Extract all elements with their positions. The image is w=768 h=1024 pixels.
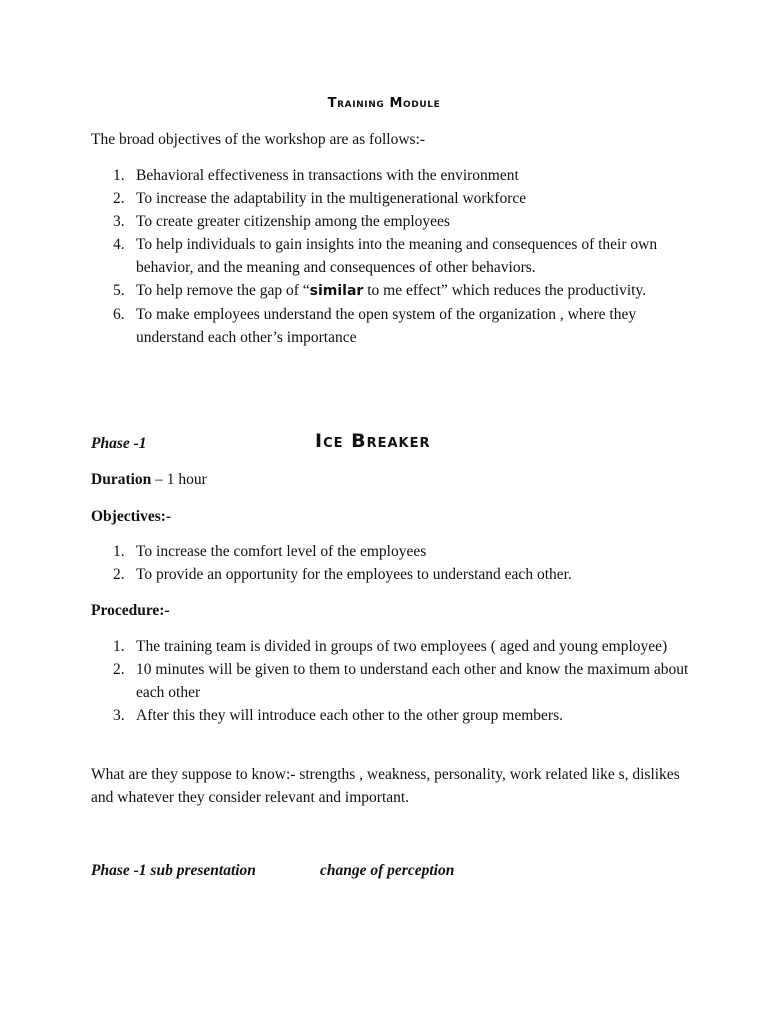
list-item-text-after: to me effect” which reduces the productivity. [363,282,647,299]
list-item [91,210,691,233]
list-item [91,540,691,563]
emphasized-word: similar [309,283,364,299]
list-item-text: Behavioral effectiveness in transactions with the environment [136,167,519,184]
duration-label: Duration [91,471,152,488]
objectives-heading: Objectives:- [91,508,172,525]
list-number: 1. [113,638,125,655]
list-item [91,303,691,349]
list-item-text: To help individuals to gain insights into the meaning and consequences of their own behavior, and the meaning and consequences of other behaviors. [136,236,658,276]
list-item-text: To increase the comfort level of the employees [136,543,427,560]
phase-objectives-list [91,540,691,586]
list-item [91,279,691,303]
list-item-text: To increase the adaptability in the multigenerational workforce [136,190,527,207]
subphase-title: change of perception [320,862,455,879]
procedure-list [91,635,691,727]
duration-value: – 1 hour [151,471,207,488]
subphase-header [91,859,691,882]
phase-label: Phase -1 [91,435,147,452]
list-number: 1. [113,167,125,184]
list-item-text-before: To help remove the gap of “ [136,282,310,299]
list-number: 2. [113,661,125,678]
list-number: 4. [113,236,125,253]
list-number: 5. [113,282,125,299]
subphase-label: Phase -1 sub presentation [91,862,256,879]
list-number: 2. [113,566,125,583]
list-number: 2. [113,190,125,207]
list-number: 3. [113,707,125,724]
list-number: 3. [113,213,125,230]
list-item-text: To provide an opportunity for the employees to understand each other. [136,566,572,583]
duration-line [91,468,207,491]
list-item [91,635,691,658]
list-item [91,658,691,704]
intro-text: The broad objectives of the workshop are as follows:- [91,131,426,148]
phase-heading: Ice Breaker [315,430,431,452]
list-item [91,563,691,586]
list-number: 6. [113,306,125,323]
list-item-text: 10 minutes will be given to them to understand each other and know the maximum about each other [136,661,689,701]
phase-header [91,430,691,456]
list-item [91,164,691,187]
list-number: 1. [113,543,125,560]
list-item [91,704,691,727]
list-item [91,187,691,210]
procedure-heading: Procedure:- [91,602,170,619]
list-item-text: After this they will introduce each other to the other group members. [136,707,563,724]
objectives-list [91,164,691,349]
page-title: Training Module [327,96,441,111]
list-item [91,233,691,279]
body-paragraph: What are they suppose to know:- strengths , weakness, personality, work related like s, dislikes and whatever they consider relevant and important. [91,766,680,806]
list-item-text: The training team is divided in groups of two employees ( aged and young employee) [136,638,668,655]
list-item-text: To make employees understand the open system of the organization , where they understand each other’s importance [136,306,637,346]
list-item-text: To create greater citizenship among the employees [136,213,450,230]
list-item-text [136,282,646,299]
